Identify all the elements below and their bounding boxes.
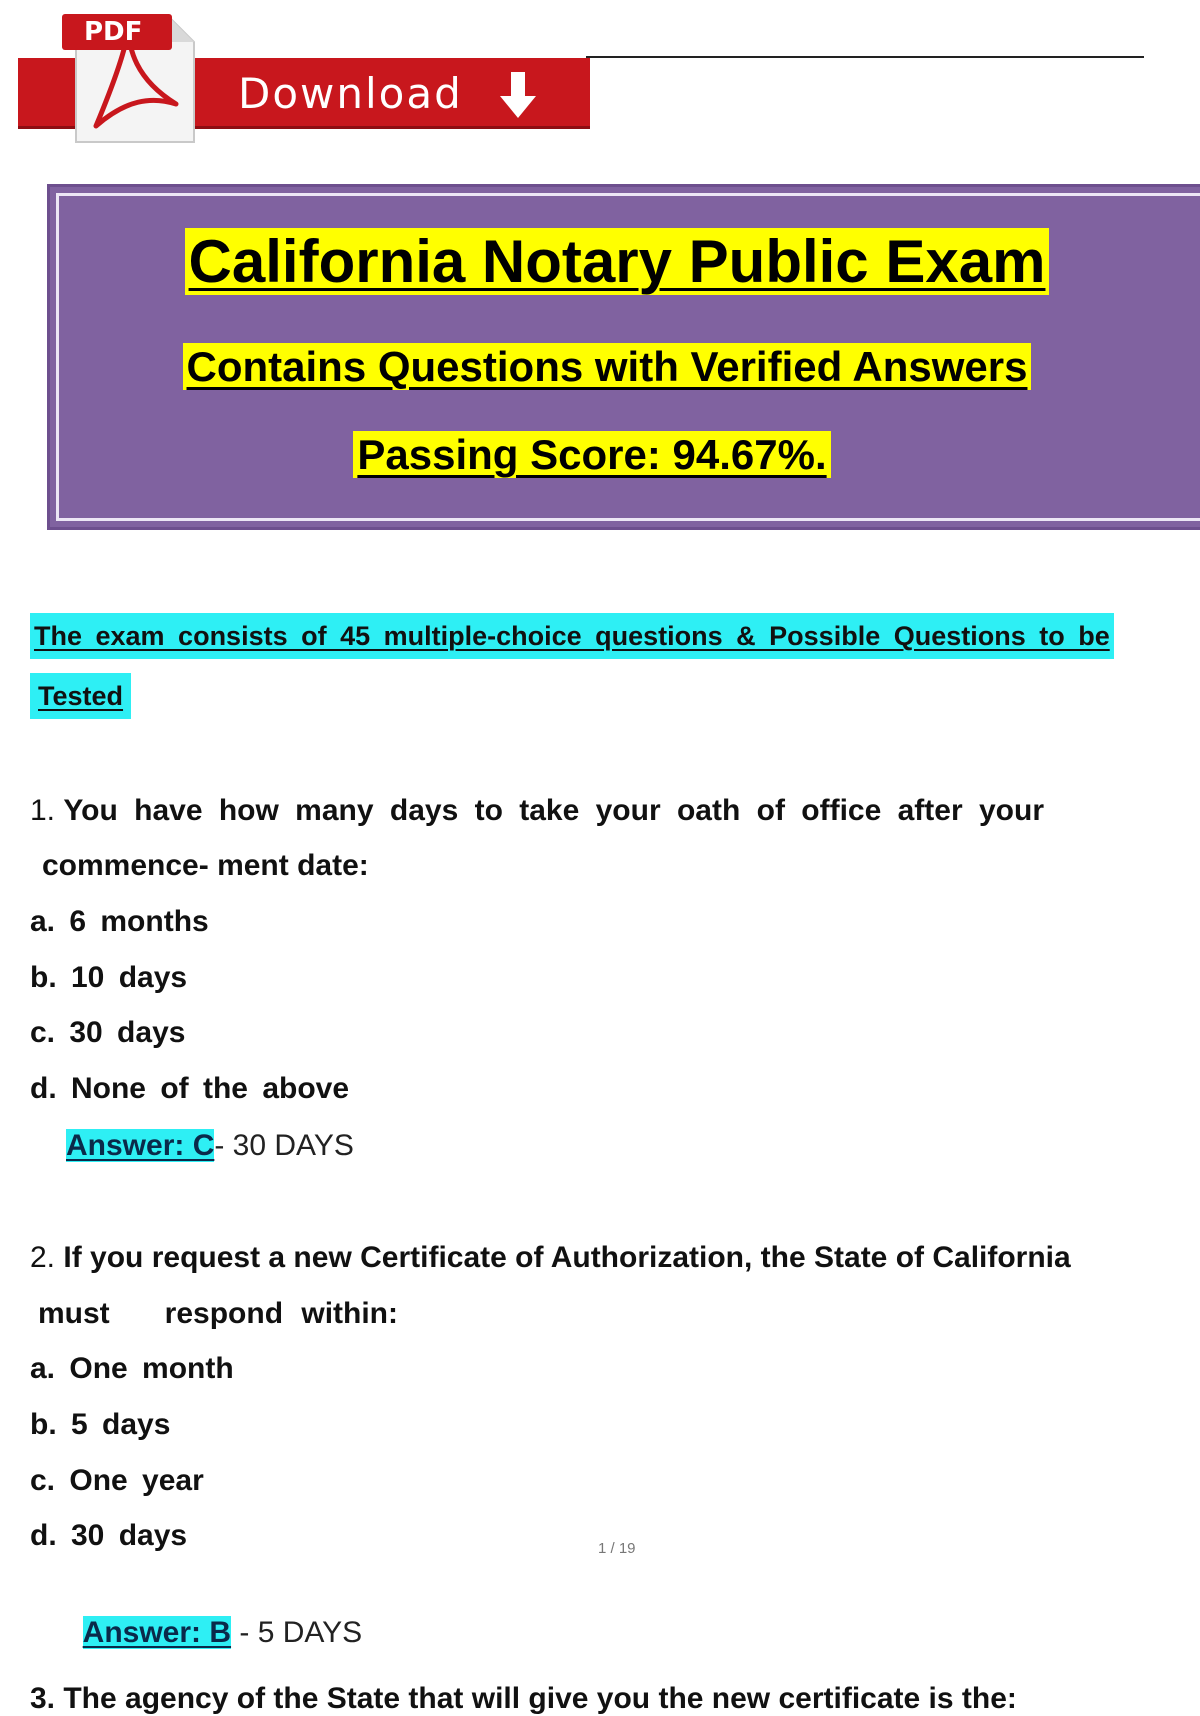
download-label[interactable]: Download xyxy=(238,69,463,118)
question-number: 1. xyxy=(30,794,56,827)
pdf-label: PDF xyxy=(62,14,172,50)
option-c: c. One year xyxy=(30,1464,204,1497)
question-3-partial: 3. The agency of the State that will give you the new certificate is the: xyxy=(30,1682,1017,1715)
exam-subtitle: Contains Questions with Verified Answers xyxy=(30,337,1184,397)
option-d: d. 30 days xyxy=(30,1519,188,1552)
exam-title: California Notary Public Exam xyxy=(40,217,1194,307)
answer-text: - 5 DAYS xyxy=(231,1616,363,1649)
question-2 xyxy=(30,1238,1071,1278)
option-b: b. 10 days xyxy=(30,961,188,994)
answer-1 xyxy=(66,1126,354,1166)
question-2-continued: must respond within: xyxy=(38,1297,398,1330)
option-b: b. 5 days xyxy=(30,1408,171,1441)
download-arrow-icon xyxy=(498,70,538,120)
page-indicator: 1 / 19 xyxy=(598,1540,636,1557)
answer-text: - 30 DAYS xyxy=(214,1129,354,1162)
question-1-continued: commence- ment date: xyxy=(42,849,369,882)
passing-score: Passing Score: 94.67%. xyxy=(15,425,1169,485)
question-text: If you request a new Certificate of Authorization, the State of California xyxy=(63,1241,1071,1274)
option-d: d. None of the above xyxy=(30,1072,350,1105)
intro-line-2: Tested xyxy=(30,673,131,719)
intro-line-1: The exam consists of 45 multiple-choice questions & Possible Questions to be xyxy=(30,613,1114,659)
top-divider xyxy=(586,56,1144,58)
question-number: 2. xyxy=(30,1241,56,1274)
option-a: a. 6 months xyxy=(30,905,209,938)
answer-2 xyxy=(66,1573,362,1653)
download-banner[interactable] xyxy=(18,8,590,144)
question-1 xyxy=(30,791,1044,831)
exam-header-box xyxy=(47,184,1200,530)
pdf-file-icon xyxy=(56,8,196,144)
option-a: a. One month xyxy=(30,1352,234,1385)
option-c: c. 30 days xyxy=(30,1016,186,1049)
answer-label: Answer: C xyxy=(66,1129,215,1162)
question-text: You have how many days to take your oath of office after your xyxy=(63,794,1044,827)
answer-label: Answer: B xyxy=(82,1616,232,1649)
